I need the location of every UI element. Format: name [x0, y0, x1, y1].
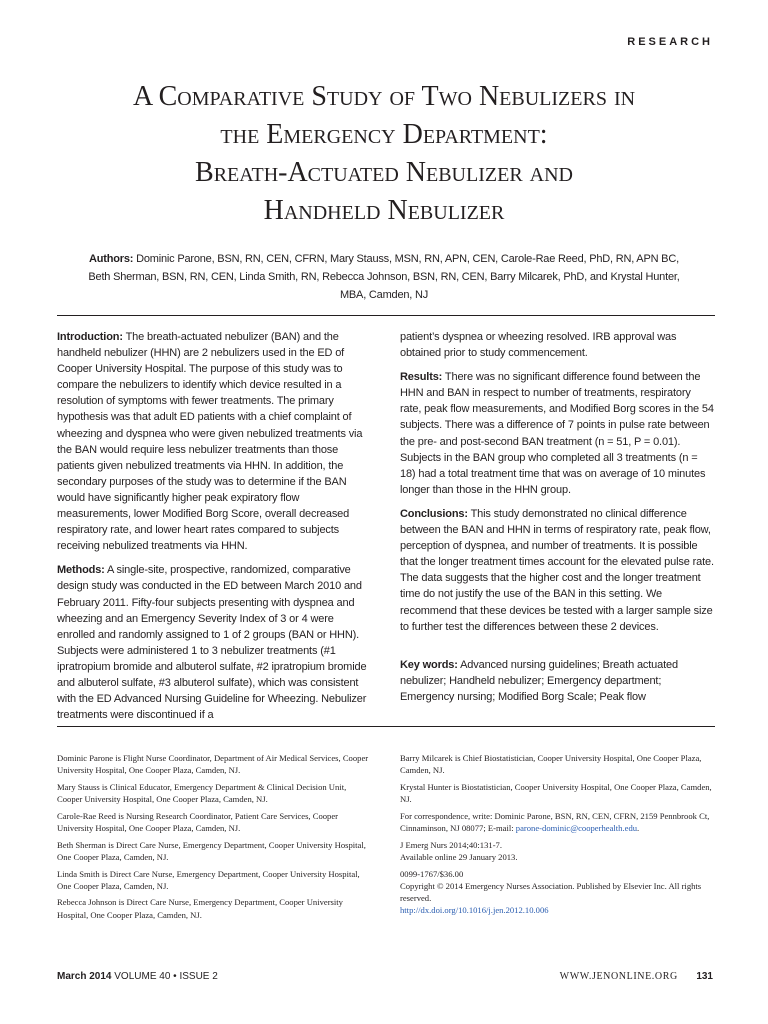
abstract-keywords — [400, 657, 714, 705]
page-number: 131 — [696, 971, 713, 982]
section-label: RESEARCH — [627, 36, 713, 48]
methods-continued: patient’s dyspnea or wheezing resolved. IRB approval was obtained prior to study commencement. — [400, 331, 677, 360]
footer-volume: VOLUME 40 • ISSUE 2 — [114, 971, 218, 982]
title-line-3: Breath-Actuated Nebulizer and — [195, 157, 573, 188]
results-text: There was no significant difference found between the HHN and BAN in respect to number of treatments, respiratory rate, peak flow measurements, and Modified Borg scores in the 54 subjects. There was a difference of 7 points in pulse rate between the pre- and post-second BAN treatment (n = 51, P = 0.01). Subjects in the BAN group who completed all 3 treatments (n = 18) had a total treatment time that was on average of 10 minutes longer than those in the HHN group. — [400, 371, 714, 496]
author-list — [80, 250, 688, 304]
journal-citation: J Emerg Nurs 2014;40:131-7. — [400, 839, 503, 850]
affiliation-note: Rebecca Johnson is Direct Care Nurse, Emergency Department, Cooper University Hospital, One Cooper Plaza, Camden, NJ. — [57, 897, 343, 920]
affiliation-note: Mary Stauss is Clinical Educator, Emergency Department & Clinical Decision Unit, Cooper University Hospital, One Cooper Plaza, Camden, NJ. — [57, 781, 347, 805]
abstract-top-rule — [57, 315, 715, 316]
abstract-left-column — [57, 329, 372, 731]
page-footer — [57, 971, 713, 985]
title-line-4: Handheld Nebulizer — [263, 195, 505, 226]
keywords-text: Advanced nursing guidelines; Breath actuated nebulizer; Handheld nebulizer; Emergency department; Emergency nursing; Modified Borg Scale; Peak flow — [400, 658, 678, 703]
issn-price: 0099-1767/$36.00 — [400, 868, 464, 879]
copyright-notice: Copyright © 2014 Emergency Nurses Association. Published by Elsevier Inc. All rights reserved. — [400, 880, 702, 904]
abstract-introduction — [57, 329, 372, 554]
affiliation-note: Carole-Rae Reed is Nursing Research Coordinator, Patient Care Services, Cooper University Hospital, One Cooper Plaza, Camden, NJ. — [57, 810, 339, 834]
conclusions-text: This study demonstrated no clinical difference between the BAN and HHN in terms of respiratory rate, peak flow, perception of dyspnea, and number of treatments. It is possible that the longer treatment times account for the elevated pulse rate. The data suggests that the higher cost and the longer treatment time do not justify the use of the BAN in this setting. We recommend that these devices be tested with a larger sample size to further test the differences between these 2 devices. — [400, 507, 714, 633]
methods-text: A single-site, prospective, randomized, comparative design study was conducted in the ED between March 2010 and February 2011. Fifty-four subjects presenting with dyspnea and wheezing and an Emergency Severity Index of 3 or 4 were enrolled and randomly assigned to 1 of 2 groups (BAN or HHN). Subjects were administered 1 to 3 nebulizer treatments (#1 ipratropium bromide and albuterol sulfate, #2 ipratropium bromide and albuterol sulfate, #3 albuterol sulfate), which was consistent with the ED Advanced Nursing Guideline for Wheezing. Nebulizer treatments were discontinued if a — [57, 564, 367, 722]
article-title — [0, 78, 768, 230]
correspondence-text: For correspondence, write: Dominic Parone, BSN, RN, CEN, CFRN, 2159 Pennbrook Ct, Cinnaminson, NJ 08077; E-mail: — [400, 810, 710, 834]
available-online: Available online 29 January 2013. — [400, 851, 518, 862]
footnotes-left — [57, 752, 369, 925]
footnotes-top-rule — [57, 726, 715, 727]
affiliation-note: Beth Sherman is Direct Care Nurse, Emergency Department, Cooper University Hospital, One Cooper Plaza, Camden, NJ. — [57, 839, 366, 862]
affiliation-note: Dominic Parone is Flight Nurse Coordinator, Department of Air Medical Services, Cooper University Hospital, One Cooper Plaza, Camden, NJ. — [57, 753, 369, 776]
keywords-heading: Key words: — [400, 658, 458, 671]
affiliation-note: Linda Smith is Direct Care Nurse, Emergency Department, Cooper University Hospital, One Cooper Plaza, Camden, NJ. — [57, 868, 360, 891]
footer-website-link[interactable]: WWW.JENONLINE.ORG — [559, 971, 678, 982]
footer-issue-info — [57, 971, 218, 982]
affiliation-note: Krystal Hunter is Biostatistician, Cooper University Hospital, One Cooper Plaza, Camden, NJ. — [400, 781, 712, 805]
results-heading: Results: — [400, 371, 443, 384]
correspondence-email-link[interactable]: parone-dominic@cooperhealth.edu — [515, 823, 638, 834]
footer-issue-date: March 2014 — [57, 971, 112, 982]
authors-text: Dominic Parone, BSN, RN, CEN, CFRN, Mary Stauss, MSN, RN, APN, CEN, Carole-Rae Reed, PhD, RN, APN BC, Beth Sherman, BSN, RN, CEN, Linda Smith, RN, Rebecca Johnson, BSN, RN, CEN, Barry Milcarek, PhD, and Krystal Hunter, MBA, Camden, NJ — [88, 253, 680, 301]
footnotes-right — [400, 752, 714, 917]
abstract-methods — [57, 562, 372, 723]
abstract-results — [400, 369, 714, 498]
conclusions-heading: Conclusions: — [400, 507, 468, 520]
introduction-heading: Introduction: — [57, 331, 123, 343]
title-line-1: A Comparative Study of Two Nebulizers in — [132, 81, 636, 112]
affiliation-note: Barry Milcarek is Chief Biostatistician, Cooper University Hospital, One Cooper Plaza, Camden, NJ. — [400, 753, 702, 776]
correspondence-note: For correspondence, write: Dominic Parone, BSN, RN, CEN, CFRN, 2159 Pennbrook Ct, Cinnaminson, NJ 08077; E-mail: parone-dominic@cooperhealth.edu. — [400, 810, 710, 834]
authors-label: Authors: — [89, 253, 134, 265]
title-line-2: the Emergency Department: — [220, 119, 548, 150]
introduction-text: The breath-actuated nebulizer (BAN) and the handheld nebulizer (HHN) are 2 nebulizers used in the ED of Cooper University Hospital. The purpose of this study was to compare the nebulizers to identify which device resulted in a resolution of symptoms with fewer treatments. The primary hypothesis was that adult ED patients with a chief complaint of wheezing and dyspnea who were given nebulized treatments via the BAN would require less nebulizer treatments than those patients given nebulized treatments via HHN. In addition, the secondary purposes of the study was to determine if the BAN would have significantly higher peak expiratory flow measurements, lower Modified Borg Score, overall decreased respiratory rate, and lower heart rates compared to subjects receiving nebulized treatments via HHN. — [57, 331, 363, 553]
footer-right — [560, 971, 713, 982]
methods-heading: Methods: — [57, 564, 105, 577]
abstract-right-column — [400, 329, 714, 713]
doi-link[interactable]: http://dx.doi.org/10.1016/j.jen.2012.10.006 — [400, 905, 549, 916]
abstract-conclusions — [400, 506, 714, 635]
